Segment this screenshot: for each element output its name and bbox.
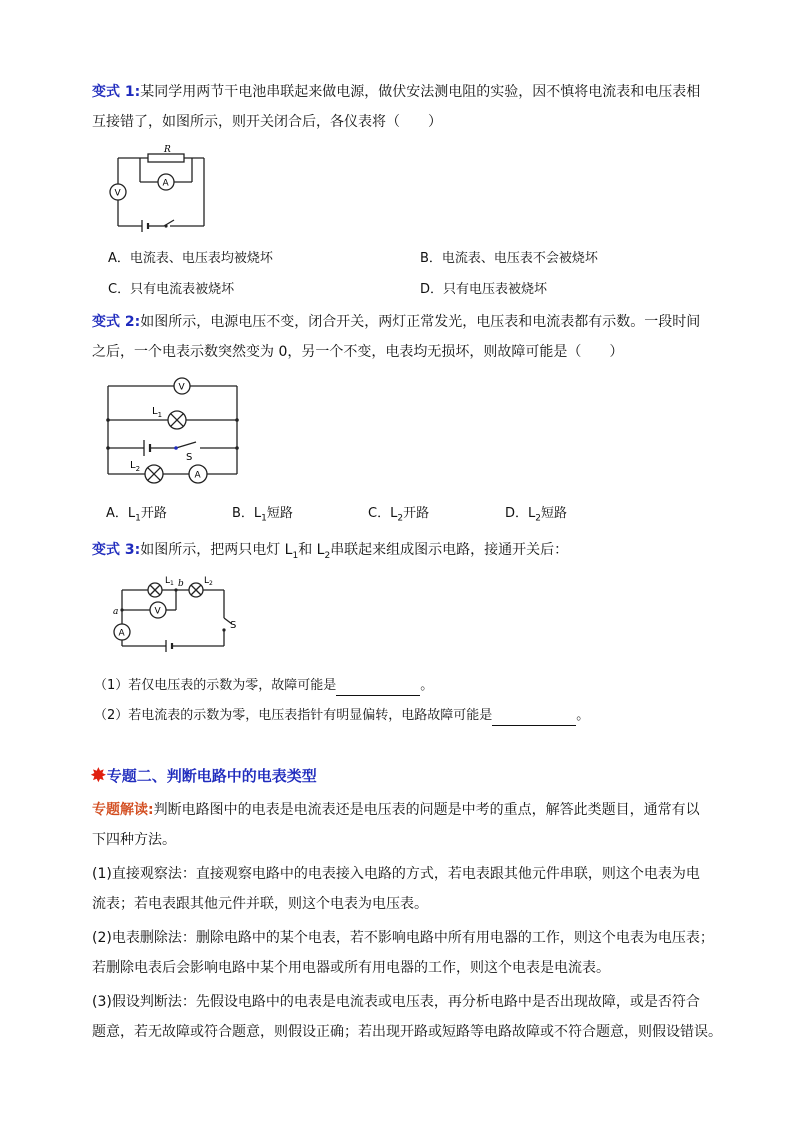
q2-option-c-pre: C．L xyxy=(368,506,398,521)
q3-text-sub1: 1 xyxy=(292,550,299,561)
q2-option-d-pre: D．L xyxy=(505,506,536,521)
q2-option-c xyxy=(368,505,429,528)
q3-text-post: 串联起来组成图示电路，接通开关后： xyxy=(330,542,569,558)
q3-l1-label xyxy=(165,576,174,587)
q3-circuit-diagram xyxy=(108,572,248,658)
q1-option-d: D．只有电压表被烧坏 xyxy=(420,282,548,297)
q2-l1-subscript: 1 xyxy=(157,411,163,419)
explain-text-1: 判断电路图中的电表是电流表还是电压表的问题是中考的重点，解答此类题目，通常有以 xyxy=(153,802,700,818)
q2-circuit-diagram xyxy=(100,372,245,490)
q1-ammeter-label: A xyxy=(162,178,169,189)
q2-l1-label xyxy=(152,406,162,419)
q2-option-c-sub: 2 xyxy=(397,513,404,524)
method-3-line-1: (3)假设判断法：先假设电路中的电表是电流表或电压表，再分析电路中是否出现故障，或是否符合 xyxy=(92,994,700,1010)
q1-tag: 变式 1: xyxy=(92,84,141,100)
q2-option-a-pre: A．L xyxy=(106,506,136,521)
q2-option-b-sub: 1 xyxy=(261,513,267,524)
q3-subquestion-1 xyxy=(94,676,433,696)
q3-answer-blank-1[interactable] xyxy=(336,681,420,696)
q3-subquestion-2 xyxy=(94,706,589,726)
q2-tag: 变式 2: xyxy=(92,314,141,330)
section-heading xyxy=(90,764,317,786)
q3-text-mid: 和 L xyxy=(298,542,325,558)
q3-l2-letter: L xyxy=(204,576,210,586)
q2-ammeter-label: A xyxy=(194,470,201,481)
q2-option-b-post: 短路 xyxy=(266,506,293,521)
q2-option-a-post: 开路 xyxy=(140,506,167,521)
q2-option-b-pre: B．L xyxy=(232,506,262,521)
q3-l2-subscript: 2 xyxy=(209,580,213,587)
q3-answer-blank-2[interactable] xyxy=(492,711,576,726)
method-2-line-1: (2)电表删除法：删除电路中的某个电表，若不影响电路中所有用电器的工作，则这个电表为电压表； xyxy=(92,930,714,946)
q3-subquestion-1-text: （1）若仅电压表的示数为零，故障可能是 xyxy=(94,678,337,693)
q1-option-c: C．只有电流表被烧坏 xyxy=(108,282,235,297)
q3-ammeter-label: A xyxy=(118,628,125,639)
q2-option-a-sub: 1 xyxy=(135,513,141,524)
q2-voltmeter-label: V xyxy=(178,382,185,393)
q3-subquestion-1-end: 。 xyxy=(420,678,434,693)
q2-option-d-post: 短路 xyxy=(541,506,568,521)
method-1-line-2: 流表；若电表跟其他元件并联，则这个电表为电压表。 xyxy=(92,896,428,912)
q2-l2-letter: L xyxy=(130,460,136,471)
q1-option-b: B．电流表、电压表不会被烧坏 xyxy=(420,251,598,266)
q3-l2-label xyxy=(204,576,213,587)
q3-subquestion-2-end: 。 xyxy=(576,708,590,723)
q3-text-pre: 如图所示，把两只电灯 L xyxy=(140,542,293,558)
q2-text-1: 如图所示，电源电压不变，闭合开关，两灯正常发光，电压表和电流表都有示数。一段时间 xyxy=(140,314,701,330)
explain-line-2: 下四种方法。 xyxy=(92,832,176,848)
q2-option-d xyxy=(505,505,567,528)
star-icon: ✸ xyxy=(90,763,107,787)
q2-option-c-post: 开路 xyxy=(403,506,430,521)
q1-resistor-label: R xyxy=(164,145,171,155)
q2-line-2: 之后，一个电表示数突然变为 0，另一个不变，电表均无损坏，则故障可能是（ ） xyxy=(92,344,624,360)
explain-line-1 xyxy=(92,800,700,820)
q2-option-d-sub: 2 xyxy=(535,513,541,524)
q3-text-sub2: 2 xyxy=(324,550,331,561)
q1-option-a: A．电流表、电压表均被烧坏 xyxy=(108,251,273,266)
q3-voltmeter-label: V xyxy=(154,606,161,617)
q3-point-a: a xyxy=(113,607,119,617)
q2-option-a xyxy=(106,505,167,528)
q3-subquestion-2-text: （2）若电流表的示数为零，电压表指针有明显偏转，电路故障可能是 xyxy=(94,708,493,723)
q1-circuit-diagram xyxy=(104,142,214,234)
method-2-line-2: 若删除电表后会影响电路中某个用电器或所有用电器的工作，则这个电表是电流表。 xyxy=(92,960,610,976)
q3-l1-subscript: 1 xyxy=(170,580,174,587)
q3-switch-label: S xyxy=(230,620,237,631)
q3-line-1 xyxy=(92,540,568,566)
section-title-text: 专题二、判断电路中的电表类型 xyxy=(106,767,317,785)
q1-line-1 xyxy=(92,82,700,102)
method-1-line-1: (1)直接观察法：直接观察电路中的电表接入电路的方式，若电表跟其他元件串联，则这个电表为电 xyxy=(92,866,700,882)
q2-l1-letter: L xyxy=(152,406,158,417)
q3-point-b: b xyxy=(178,579,184,589)
q1-voltmeter-label: V xyxy=(114,188,121,199)
q1-line-2: 互接错了，如图所示，则开关闭合后，各仪表将（ ） xyxy=(92,114,442,130)
method-3-line-2: 题意，若无故障或符合题意，则假设正确；若出现开路或短路等电路故障或不符合题意，则假设错误。 xyxy=(92,1024,722,1040)
q3-l1-letter: L xyxy=(165,576,171,586)
q2-l2-label xyxy=(130,460,140,473)
q2-switch-label: S xyxy=(186,452,193,463)
q3-tag: 变式 3: xyxy=(92,542,141,558)
q2-line-1 xyxy=(92,312,700,332)
q1-text-1: 某同学用两节干电池串联起来做电源，做伏安法测电阻的实验，因不慎将电流表和电压表相 xyxy=(140,84,701,100)
q2-option-b xyxy=(232,505,293,528)
explain-tag: 专题解读: xyxy=(92,802,154,818)
q2-l2-subscript: 2 xyxy=(135,465,141,473)
